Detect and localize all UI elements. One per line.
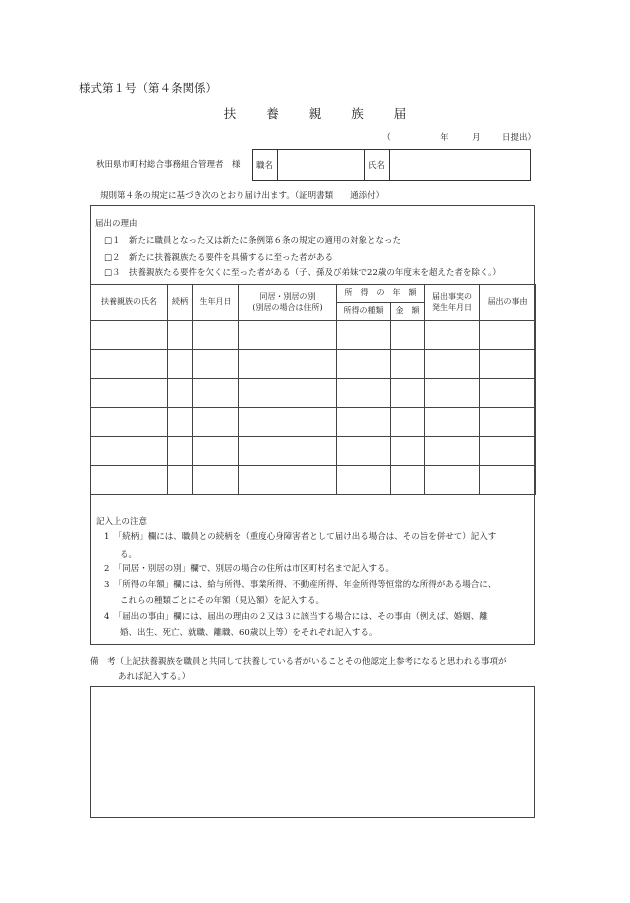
notes-title: 記入上の注意 (96, 517, 148, 527)
name-label: 氏名 (365, 150, 390, 181)
col-income-type-header: 所得の種類 (337, 303, 391, 321)
cell-residence[interactable] (239, 437, 337, 466)
cell-income-amount[interactable] (391, 321, 425, 350)
col-event-date-line1: 届出事実の (432, 292, 472, 302)
date-year-label: 年 (440, 133, 449, 143)
cell-residence[interactable] (239, 408, 337, 437)
cell-relation[interactable] (168, 437, 193, 466)
note-text: 「所得の年額」欄には、給与所得、事業所得、不動産所得、年金所得等恒常的な所得がある場合に、 (117, 580, 497, 590)
cell-reason[interactable] (480, 350, 536, 379)
form-number: 様式第１号（第４条関係） (79, 81, 217, 95)
cell-relation[interactable] (168, 321, 193, 350)
cell-residence[interactable] (239, 379, 337, 408)
note-text-cont: 婚、出生、死亡、就職、離職、60歳以上等）をそれぞれ記入する。 (120, 628, 378, 638)
cell-income-type[interactable] (337, 437, 391, 466)
note-text-cont: これらの種類ごとにその年額（見込額）を記入する。 (120, 596, 325, 606)
cell-reason[interactable] (480, 321, 536, 350)
date-day-label: 日提出） (501, 133, 536, 143)
cell-relation[interactable] (168, 408, 193, 437)
declaration: 規則第４条の規定に基づき次のとおり届け出ます。（証明書類 通添付） (100, 191, 385, 201)
cell-income-amount[interactable] (391, 408, 425, 437)
cell-income-amount[interactable] (391, 437, 425, 466)
cell-income-type[interactable] (337, 321, 391, 350)
cell-event-date[interactable] (425, 437, 480, 466)
cell-name[interactable] (91, 437, 168, 466)
note-text-cont: る。 (120, 550, 138, 560)
note-number: 1 (104, 532, 110, 542)
date-month-label: 月 (472, 133, 481, 143)
col-relation-header: 続柄 (168, 285, 193, 321)
remarks-label-cont: あれば記入する。） (118, 672, 191, 682)
cell-birth[interactable] (193, 379, 239, 408)
note-number: 3 (104, 580, 110, 590)
cell-reason[interactable] (480, 437, 536, 466)
cell-residence[interactable] (239, 466, 337, 495)
note-number: 2 (104, 564, 110, 574)
position-label: 職名 (253, 150, 278, 181)
table-row (91, 466, 536, 495)
submission-date-line (382, 131, 536, 143)
cell-event-date[interactable] (425, 350, 480, 379)
note-text: 「同居・別居の別」欄で、別居の場合の住所は市区町村名まで記入する。 (117, 564, 395, 574)
cell-name[interactable] (91, 408, 168, 437)
cell-birth[interactable] (193, 321, 239, 350)
note-item-3 (104, 578, 496, 606)
cell-event-date[interactable] (425, 466, 480, 495)
table-row (91, 408, 536, 437)
col-name-header: 扶養親族の氏名 (91, 285, 168, 321)
cell-reason[interactable] (480, 466, 536, 495)
table-row (91, 350, 536, 379)
dependents-table (90, 284, 536, 495)
cell-relation[interactable] (168, 379, 193, 408)
cell-relation[interactable] (168, 350, 193, 379)
page-title: 扶養親族届 (223, 106, 437, 121)
col-income-header: 所 得 の 年 額 (337, 285, 425, 303)
cell-income-type[interactable] (337, 466, 391, 495)
cell-birth[interactable] (193, 408, 239, 437)
cell-name[interactable] (91, 379, 168, 408)
cell-relation[interactable] (168, 466, 193, 495)
cell-residence[interactable] (239, 321, 337, 350)
col-reason-header: 届出の事由 (480, 285, 536, 321)
table-row (91, 437, 536, 466)
col-income-amount-header: 金 額 (391, 303, 425, 321)
reason-option-3[interactable]: □３ 扶養親族たる要件を欠くに至った者がある（子、孫及び弟妹で22歳の年度末を超えた者を除く。） (104, 268, 501, 278)
note-number: 4 (104, 612, 110, 622)
cell-income-amount[interactable] (391, 379, 425, 408)
cell-income-amount[interactable] (391, 350, 425, 379)
cell-birth[interactable] (193, 466, 239, 495)
date-open: （ (382, 133, 391, 143)
reason-option-1[interactable]: □１ 新たに職員となった又は新たに条例第６条の規定の適用の対象となった (104, 236, 402, 246)
cell-residence[interactable] (239, 350, 337, 379)
cell-name[interactable] (91, 321, 168, 350)
table-row (91, 321, 536, 350)
position-field[interactable] (278, 150, 365, 181)
cell-name[interactable] (91, 466, 168, 495)
signature-table (252, 149, 531, 181)
note-text: 「続柄」欄には、職員との続柄を（重度心身障害者として届け出る場合は、その旨を併せて）記入す (117, 532, 497, 542)
name-field[interactable] (390, 150, 531, 181)
note-item-4 (104, 610, 488, 638)
cell-income-type[interactable] (337, 379, 391, 408)
cell-income-amount[interactable] (391, 466, 425, 495)
cell-income-type[interactable] (337, 350, 391, 379)
col-birth-header: 生年月日 (193, 285, 239, 321)
col-residence-line2: (別居の場合は住所) (252, 302, 323, 312)
note-item-2 (104, 562, 394, 574)
remarks-label: 備 考（上記扶養親族を職員と共同して扶養している者がいることその他認定上参考になると思われる事項が (90, 657, 507, 667)
cell-reason[interactable] (480, 379, 536, 408)
cell-event-date[interactable] (425, 321, 480, 350)
cell-reason[interactable] (480, 408, 536, 437)
col-residence-header (239, 285, 337, 321)
col-event-date-header (425, 285, 480, 321)
addressee: 秋田県市町村総合事務組合管理者 様 (96, 160, 241, 170)
cell-income-type[interactable] (337, 408, 391, 437)
cell-event-date[interactable] (425, 408, 480, 437)
cell-birth[interactable] (193, 350, 239, 379)
table-row (91, 379, 536, 408)
cell-name[interactable] (91, 350, 168, 379)
note-text: 「届出の事由」欄には、届出の理由の２又は３に該当する場合には、その事由（例えば、婚姻、離 (117, 612, 488, 622)
cell-birth[interactable] (193, 437, 239, 466)
reason-option-2[interactable]: □２ 新たに扶養親族たる要件を具備するに至った者がある (104, 253, 334, 263)
remarks-field[interactable] (90, 686, 535, 818)
col-residence-line1: 同居・別居の別 (259, 292, 316, 302)
reasons-title: 届出の理由 (95, 219, 138, 229)
col-event-date-line2: 発生年月日 (432, 302, 472, 312)
note-item-1 (104, 530, 496, 560)
cell-event-date[interactable] (425, 379, 480, 408)
